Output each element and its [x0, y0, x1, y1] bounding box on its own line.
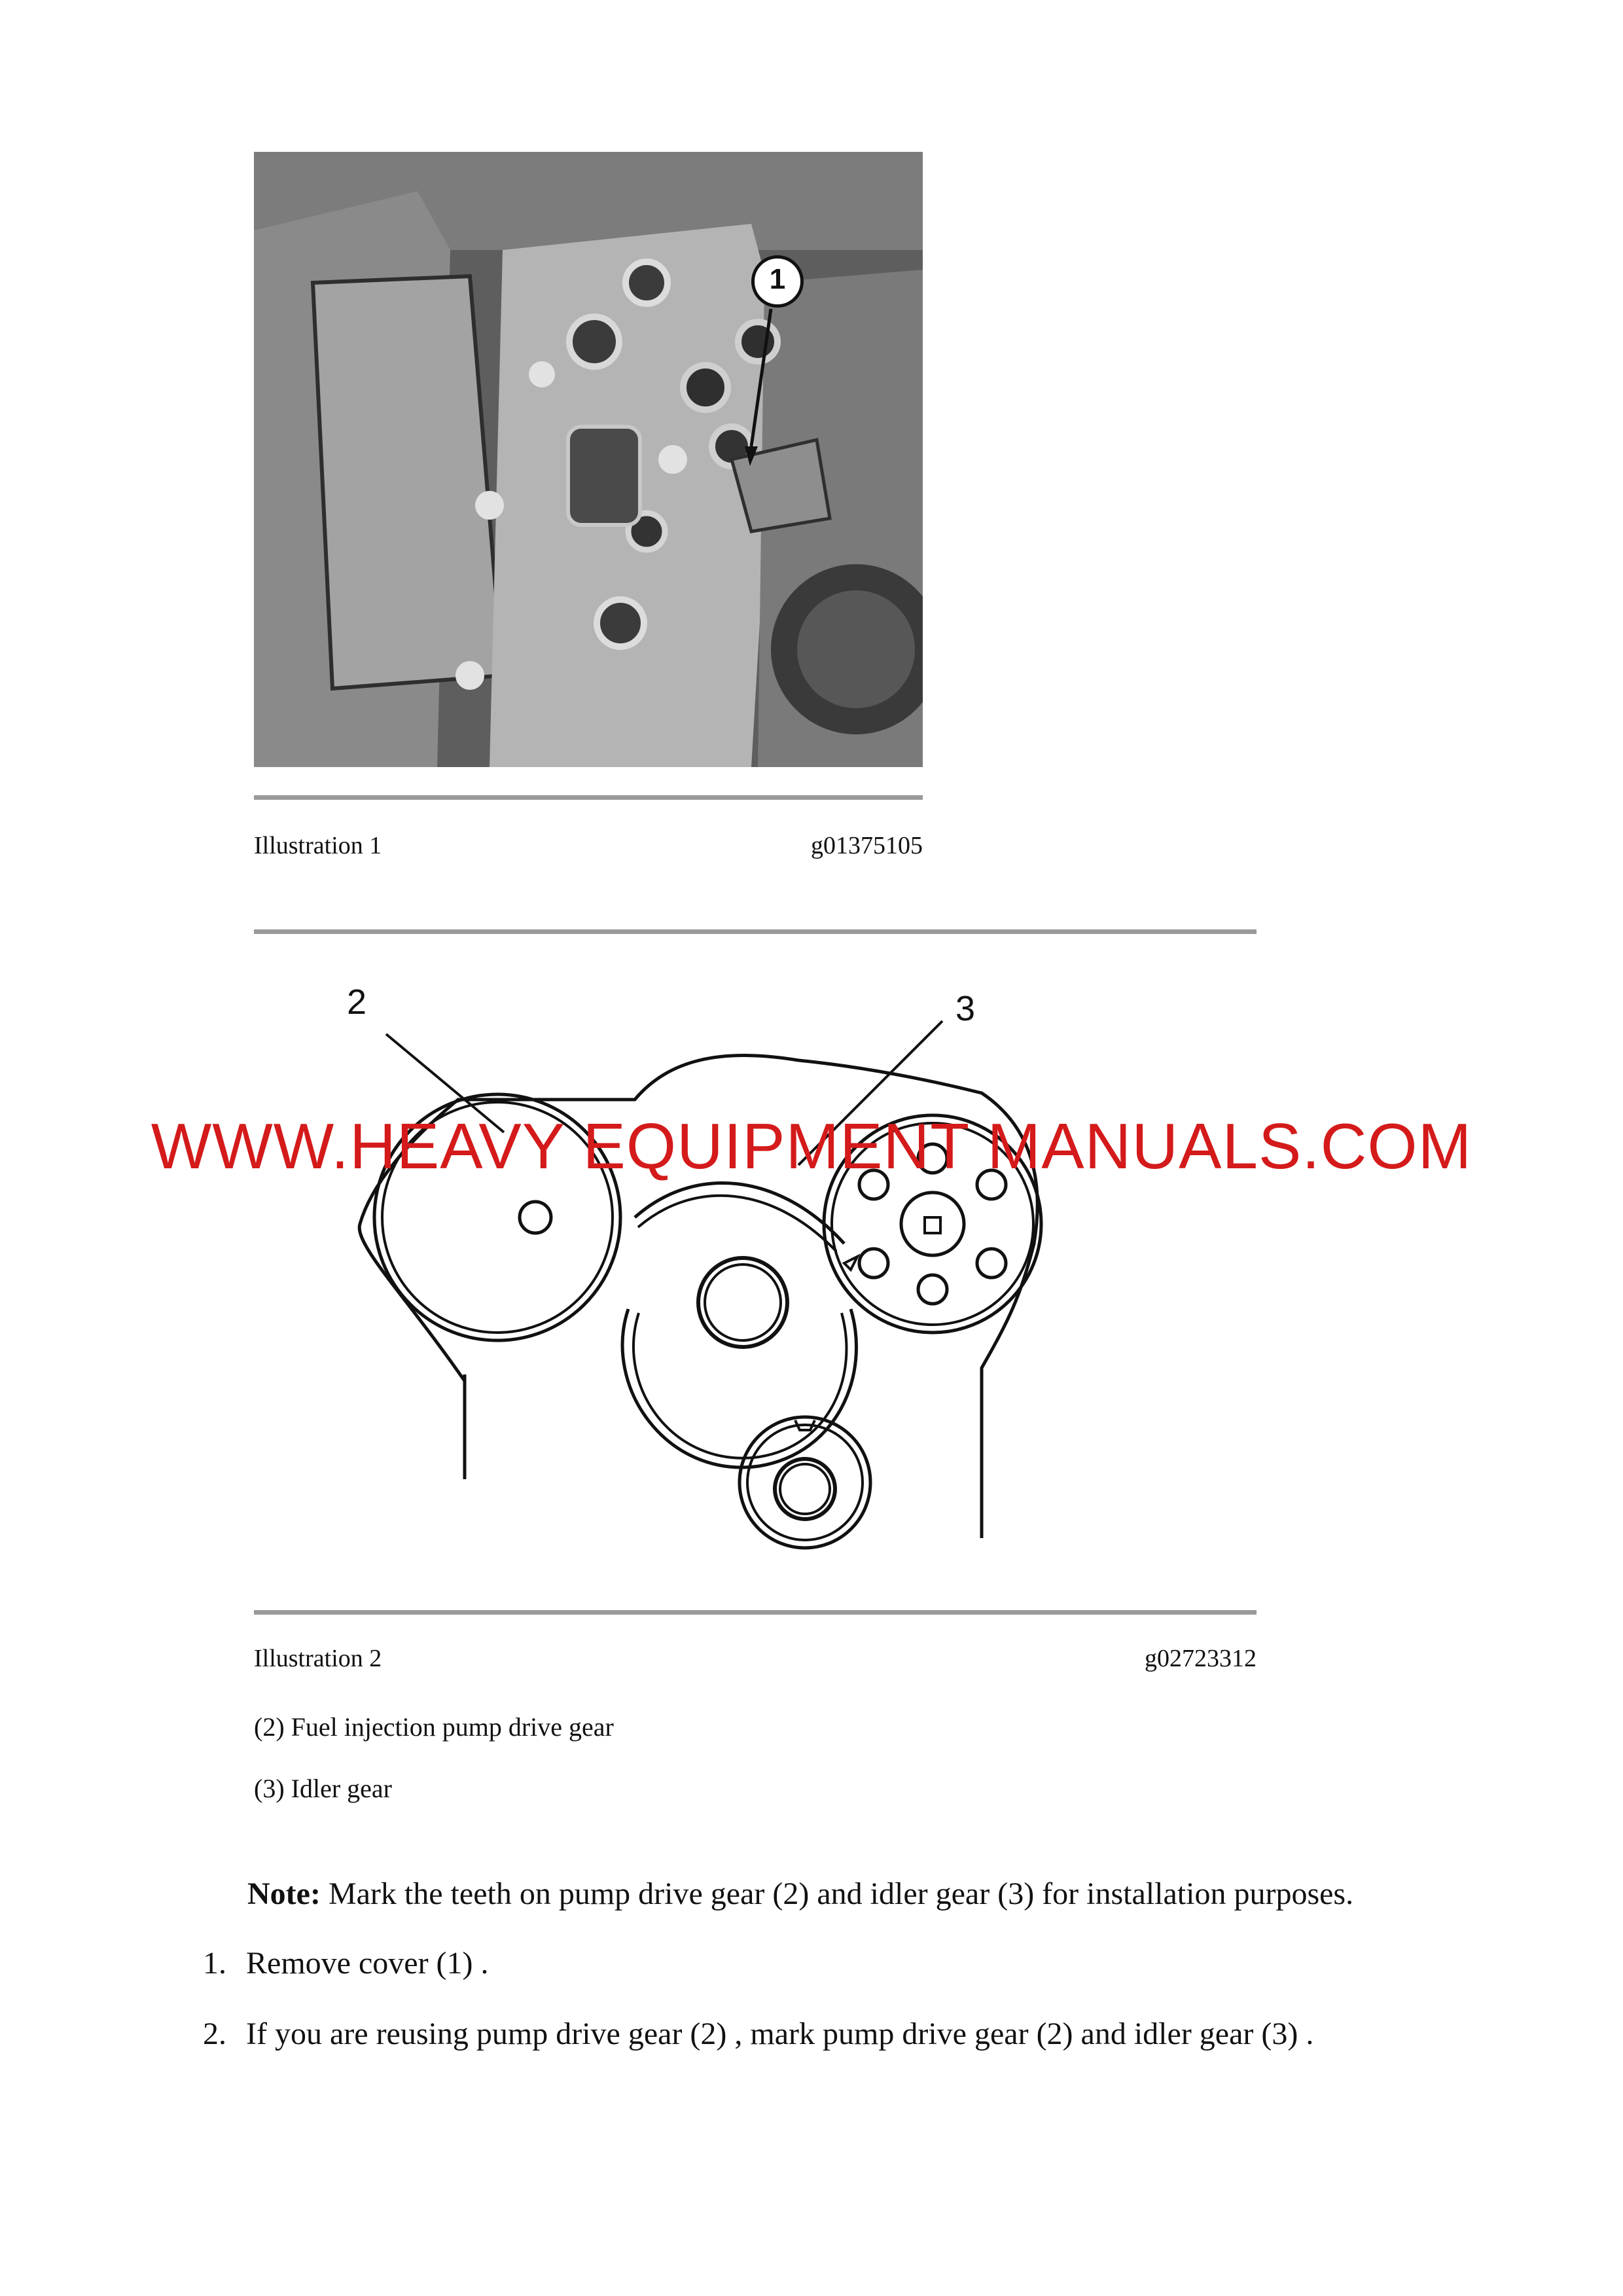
illustration-2-caption-code: g02723312 — [1145, 1645, 1257, 1672]
illustration-2-caption-label: Illustration 2 — [254, 1645, 382, 1672]
callout-1-label: 1 — [769, 263, 786, 295]
engine-photo-graphic — [254, 152, 923, 767]
step-number: 1. — [203, 1946, 226, 1981]
gear-diagram-graphic — [327, 969, 1145, 1558]
step-number: 2. — [203, 2017, 226, 2051]
illustration-1-top-rule — [254, 795, 923, 800]
step-item — [203, 2016, 1313, 2053]
engine-photo — [254, 152, 923, 767]
callout-3-label: 3 — [955, 989, 976, 1028]
legend-item: (3) Idler gear — [254, 1774, 392, 1803]
illustration-1-caption-label: Illustration 1 — [254, 832, 382, 859]
step-text: If you are reusing pump drive gear (2) , mark pump drive gear (2) and idler gear (3) . — [246, 2017, 1314, 2051]
illustration-2-bottom-rule — [254, 1610, 1257, 1615]
illustration-2-top-rule — [254, 929, 1257, 934]
step-item — [203, 1945, 489, 1982]
illustration-1-caption-code: g01375105 — [811, 832, 923, 859]
note-paragraph — [247, 1876, 1353, 1912]
legend-item: (2) Fuel injection pump drive gear — [254, 1712, 614, 1742]
watermark-text: WWW.HEAVY EQUIPMENT MANUALS.COM — [151, 1110, 1472, 1182]
step-text: Remove cover (1) . — [246, 1946, 489, 1981]
note-text: Mark the teeth on pump drive gear (2) and idler gear (3) for installation purposes. — [320, 1876, 1354, 1911]
note-label: Note: — [247, 1876, 321, 1911]
callout-2-label: 2 — [347, 982, 367, 1022]
gear-diagram — [327, 969, 1145, 1558]
